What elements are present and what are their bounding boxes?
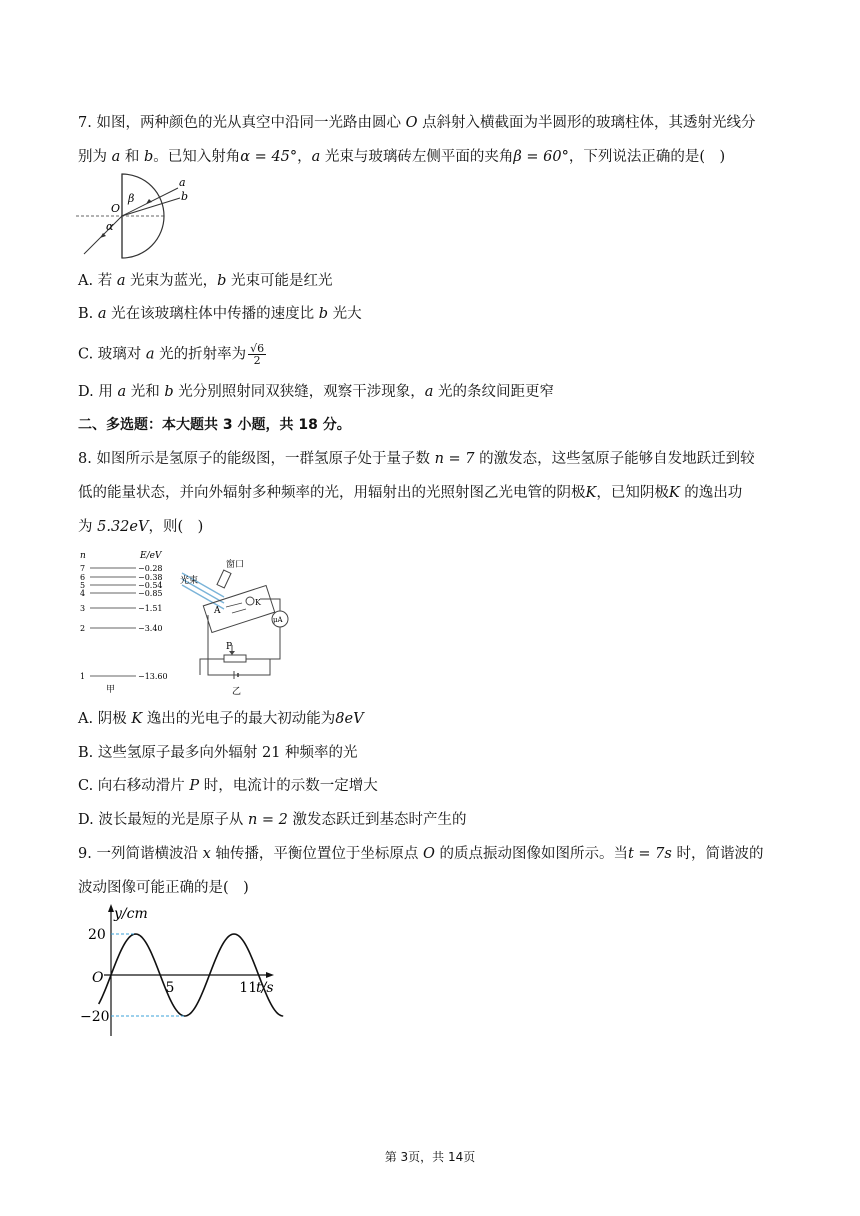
q7-label-b: b [181, 190, 189, 203]
sqrt6-over-2-fraction: $\frac{√6}{2}$ [250, 342, 265, 367]
q7-semicircle-figure [76, 170, 196, 262]
level-energy-7: −0.28 [138, 564, 163, 573]
q7-label-beta: β [128, 192, 135, 205]
q8-line1: 8. 如图所示是氢原子的能级图，一群氢原子处于量子数 n = 7 的激发态，这些氢原子能够自发地跃迁到较 [78, 451, 755, 467]
level-n-3: 3 [80, 604, 86, 613]
levels-header-n: n [80, 551, 86, 561]
chart-xlabel: t/s [256, 980, 274, 996]
q9-line2: 波动图像可能正确的是( ) [78, 880, 249, 896]
q8-option-c: C. 向右移动滑片 P 时，电流计的示数一定增大 [78, 778, 378, 794]
level-energy-1: −13.60 [138, 672, 168, 681]
q7-line1: 7. 如图，两种颜色的光从真空中沿同一光路由圆心 O 点斜射入横截面为半圆形的玻璃柱体，其透射光线分 [78, 115, 756, 131]
page-footer: 第 3页，共 14页 [384, 1150, 476, 1164]
q8-phototube-circuit [180, 555, 292, 697]
q7-label-alpha: α [106, 220, 114, 233]
label-beam: 光束 [180, 576, 199, 586]
q7-line2: 别为 a 和 b。已知入射角α = 45°，a 光束与玻璃砖左侧平面的夹角β = 60°，下列说法正确的是( ) [78, 149, 726, 165]
levels-header-e: E/eV [140, 551, 162, 561]
q7-option-a: A. 若 a 光束为蓝光，b 光束可能是红光 [78, 273, 333, 289]
level-n-6: 6 [80, 573, 86, 582]
q9-vibration-chart [76, 902, 286, 1044]
q9-line1: 9. 一列简谐横波沿 x 轴传播，平衡位置位于坐标原点 O 的质点振动图像如图所示。当t = 7s 时，简谐波的 [78, 846, 764, 862]
q8-option-a: A. 阴极 K 逸出的光电子的最大初动能为8eV [78, 711, 364, 727]
label-k: K [255, 598, 261, 607]
q8-option-d: D. 波长最短的光是原子从 n = 2 激发态跃迁到基态时产生的 [78, 812, 467, 828]
chart-origin: O [92, 970, 104, 986]
level-energy-6: −0.38 [138, 573, 163, 582]
y-tick-label: −20 [80, 1009, 110, 1025]
q7-option-b: B. a 光在该玻璃柱体中传播的速度比 b 光大 [78, 306, 362, 322]
q8-energy-level-diagram [76, 548, 176, 698]
y-tick-label: 20 [88, 927, 106, 943]
x-tick-label: 11 [239, 980, 258, 996]
level-n-7: 7 [80, 564, 86, 573]
x-tick-label: 5 [165, 980, 175, 996]
q7-option-d: D. 用 a 光和 b 光分别照射同双狭缝，观察干涉现象，a 光的条纹间距更窄 [78, 384, 554, 400]
label-microammeter: μA [273, 616, 283, 624]
chart-ylabel: y/cm [114, 906, 148, 922]
level-energy-4: −0.85 [138, 589, 163, 598]
section-2-heading: 二、多选题：本大题共 3 小题，共 18 分。 [78, 417, 351, 433]
label-window: 窗口 [226, 560, 245, 570]
level-energy-2: −3.40 [138, 624, 163, 633]
q8-option-b: B. 这些氢原子最多向外辐射 21 种频率的光 [78, 745, 358, 761]
q7-label-O: O [111, 202, 121, 215]
x-axis-arrow [266, 972, 274, 978]
label-yi: 乙 [232, 687, 242, 697]
q7-label-a: a [179, 176, 186, 189]
label-a: A [214, 606, 221, 616]
level-n-5: 5 [80, 581, 86, 590]
q8-line3: 为 5.32eV，则( ) [78, 519, 204, 535]
q7-option-c: C. 玻璃对 a 光的折射率为 $\frac{√6}{2}$ [78, 342, 265, 367]
level-n-1: 1 [80, 672, 86, 681]
q8-line2: 低的能量状态，并向外辐射多种频率的光，用辐射出的光照射图乙光电管的阴极K，已知阴极K 的逸出功 [78, 485, 743, 501]
label-p: P [226, 642, 233, 652]
level-n-4: 4 [80, 589, 86, 598]
label-jia: 甲 [106, 685, 116, 695]
level-n-2: 2 [80, 624, 86, 633]
level-energy-5: −0.54 [138, 581, 163, 590]
level-energy-3: −1.51 [138, 604, 163, 613]
